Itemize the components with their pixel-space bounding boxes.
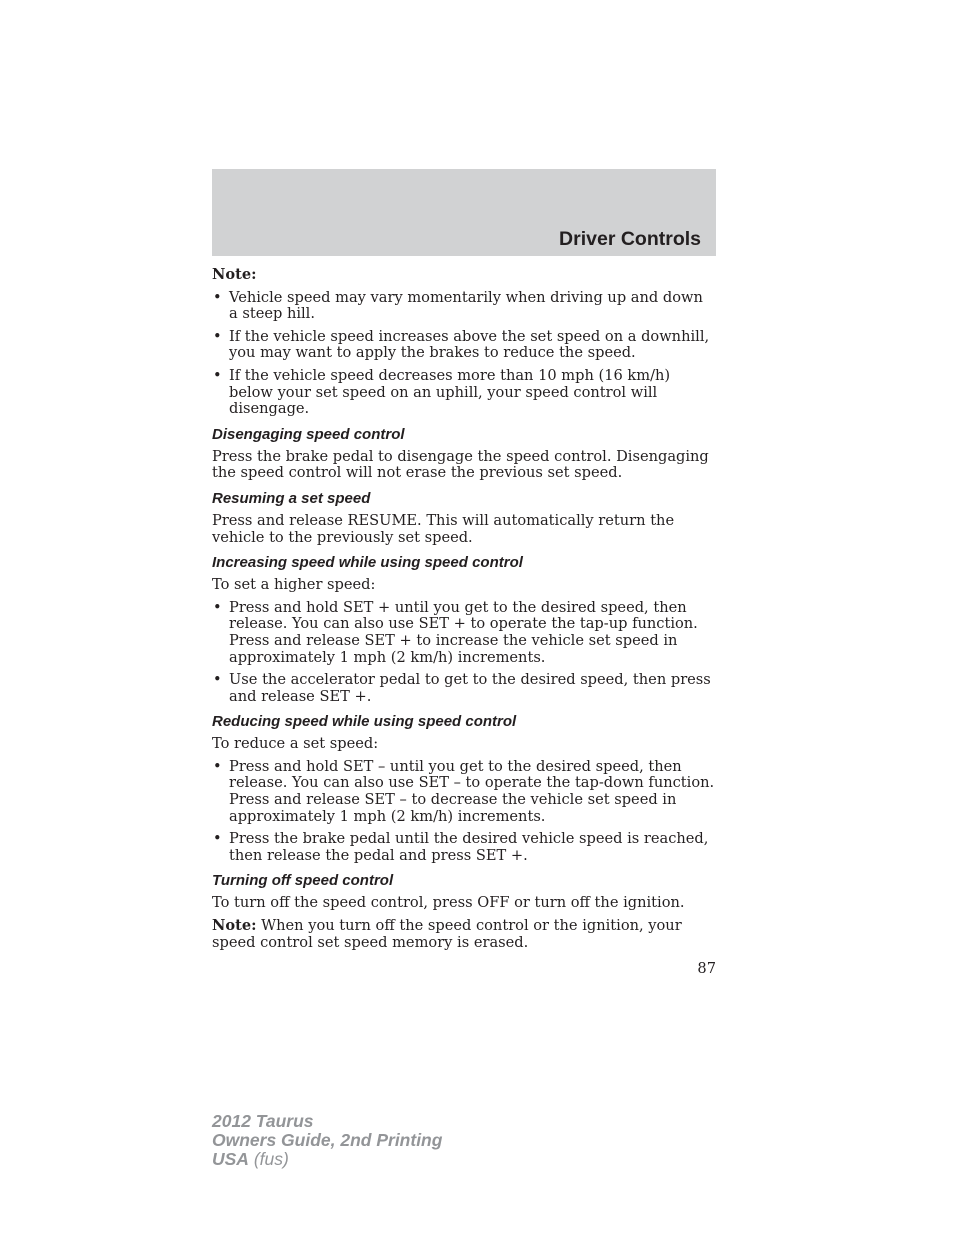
turning-off-note bbox=[212, 918, 716, 951]
page-content bbox=[212, 267, 716, 957]
turning-off-body: To turn off the speed control, press OFF or turn off the ignition. bbox=[212, 894, 685, 912]
list-item: • Press and hold SET – until you get to the desired speed, then release. You can also use SET – to operate the tap-down function. Press and release SET – to decrease the vehicle set speed in approximately 1 mph (2 km/h) increments. bbox=[213, 757, 715, 825]
increasing-intro: To set a higher speed: bbox=[212, 576, 376, 594]
heading-turning-off: Turning off speed control bbox=[212, 872, 394, 890]
note-bullet-list bbox=[212, 290, 716, 418]
heading-increasing: Increasing speed while using speed control bbox=[212, 554, 523, 572]
list-item: • Press and hold SET + until you get to the desired speed, then release. You can also use SET + to operate the tap-up function. Press and release SET + to increase the vehicle set speed in approximately 1 mph (2 km/h) increments. bbox=[213, 598, 698, 666]
reducing-intro: To reduce a set speed: bbox=[212, 735, 379, 753]
section-header-band bbox=[212, 169, 716, 256]
note-text: When you turn off the speed control or the ignition, your speed control set speed memory is erased. bbox=[212, 917, 682, 951]
list-item: • Vehicle speed may vary momentarily when driving up and down a steep hill. bbox=[213, 288, 703, 323]
footer-line-region: USA (fus) bbox=[212, 1149, 289, 1169]
list-item: • If the vehicle speed decreases more than 10 mph (16 km/h) below your set speed on an uphill, your speed control will disengage. bbox=[213, 366, 671, 418]
section-title: Driver Controls bbox=[559, 228, 701, 250]
page-number: 87 bbox=[697, 960, 716, 977]
document-footer bbox=[212, 1112, 442, 1169]
list-item: • Press the brake pedal until the desired vehicle speed is reached, then release the pedal and press SET +. bbox=[213, 830, 709, 864]
resuming-body: Press and release RESUME. This will automatically return the vehicle to the previously set speed. bbox=[212, 511, 675, 546]
footer-line-guide: Owners Guide, 2nd Printing bbox=[212, 1130, 443, 1150]
increasing-bullet-list bbox=[212, 600, 716, 706]
reducing-bullet-list bbox=[212, 759, 716, 865]
list-item: • If the vehicle speed increases above the set speed on a downhill, you may want to apply the brakes to reduce the speed. bbox=[213, 327, 710, 362]
heading-disengaging: Disengaging speed control bbox=[212, 425, 405, 443]
list-item: • Use the accelerator pedal to get to the desired speed, then press and release SET +. bbox=[213, 671, 711, 705]
footer-line-model: 2012 Taurus bbox=[212, 1111, 314, 1131]
heading-resuming: Resuming a set speed bbox=[212, 489, 371, 507]
disengaging-body: Press the brake pedal to disengage the speed control. Disengaging the speed control will not erase the previous set speed. bbox=[212, 447, 709, 482]
note-label: Note: bbox=[212, 266, 257, 283]
heading-reducing: Reducing speed while using speed control bbox=[212, 713, 517, 731]
note-label: Note: bbox=[212, 917, 257, 935]
